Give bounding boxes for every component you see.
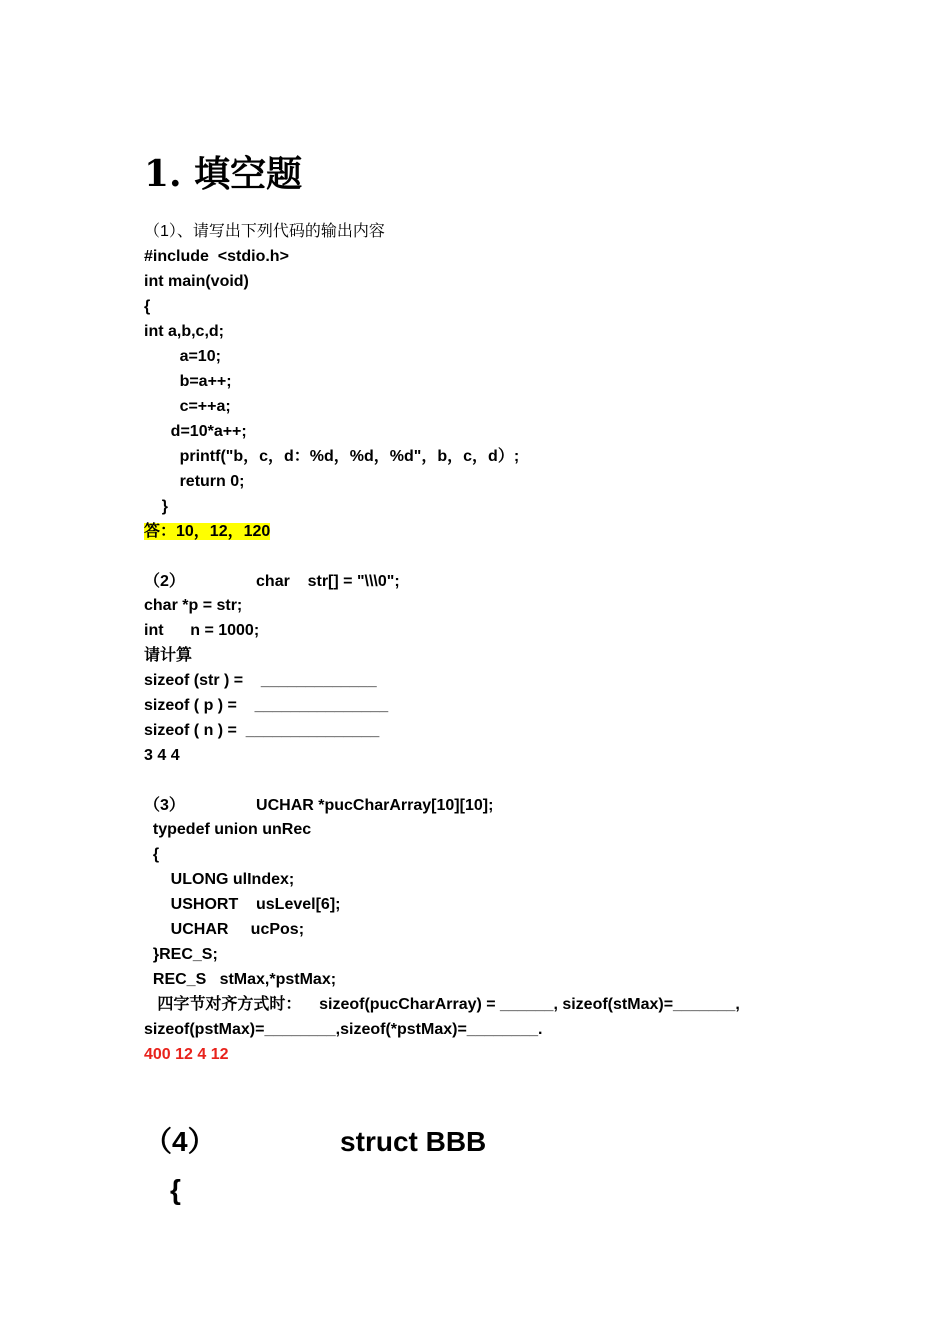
q3-line: {	[144, 846, 160, 863]
q3-line: USHORT usLevel[6];	[144, 896, 341, 913]
q2-line: 请计算	[144, 647, 193, 664]
q2-line: sizeof ( p ) = _______________	[144, 697, 389, 714]
q1-code-line: return 0;	[144, 473, 245, 490]
q1-answer	[144, 522, 270, 542]
q3-line: 四字节对齐方式时： sizeof(pucCharArray) = ______, sizeof(stMax)=_______,	[144, 996, 740, 1013]
q3-answer: 400 12 4 12	[144, 1046, 229, 1063]
q3-line: ULONG ulIndex;	[144, 871, 295, 888]
q1-code-line: c=++a;	[144, 398, 231, 415]
section-title: 1. 填空题	[144, 153, 303, 195]
q3-line: sizeof(pstMax)=________,sizeof(*pstMax)=________.	[144, 1021, 543, 1038]
q2-line: int n = 1000;	[144, 622, 260, 639]
q3-line: }REC_S;	[144, 946, 218, 963]
q1-code-line: printf("b，c，d：%d，%d，%d"，b，c，d）;	[144, 448, 520, 465]
q2-line: sizeof ( n ) = _______________	[144, 722, 380, 739]
q1-code-line: #include <stdio.h>	[144, 248, 289, 265]
q4-brace: {	[170, 1174, 181, 1205]
q3-line: typedef union unRec	[144, 821, 312, 838]
q1-code-line: int main(void)	[144, 273, 249, 290]
q2-line: （2） char str[] = "\\\0";	[144, 573, 400, 590]
q1-code-line: a=10;	[144, 348, 221, 365]
q2-line: char *p = str;	[144, 597, 243, 614]
q2-line: sizeof (str ) = _____________	[144, 672, 377, 689]
q3-line: REC_S stMax,*pstMax;	[144, 971, 337, 988]
q1-code-line: int a,b,c,d;	[144, 323, 224, 340]
q1-code-line: }	[144, 498, 169, 515]
q1-answer-highlight: 答：10，12，120	[144, 523, 271, 540]
q1-code-line: d=10*a++;	[144, 423, 247, 440]
q1-code-line: {	[144, 298, 151, 315]
q1-heading: （1）、请写出下列代码的输出内容	[144, 223, 385, 240]
q2-answer: 3 4 4	[144, 747, 180, 764]
q1-code-line: b=a++;	[144, 373, 232, 390]
q3-line: UCHAR ucPos;	[144, 921, 305, 938]
q3-line: （3） UCHAR *pucCharArray[10][10];	[144, 797, 494, 814]
q4-heading: （4） struct BBB	[144, 1126, 487, 1157]
